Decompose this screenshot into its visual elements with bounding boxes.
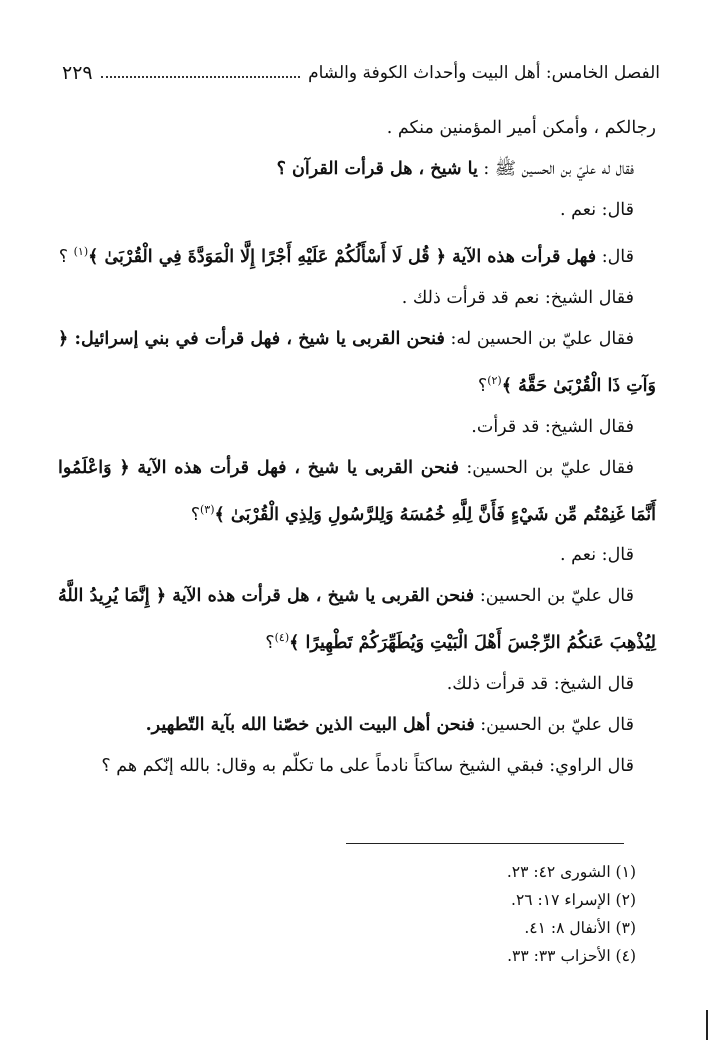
running-title: الفصل الخامس: أهل البيت وأحداث الكوفة والشام	[308, 63, 660, 83]
punctuation: ؟	[477, 375, 488, 396]
footnote-ref-3: (٣)	[200, 502, 215, 516]
speaker: فقال عليّ بن الحسين له:	[444, 328, 634, 349]
footnote-2: (٢) الإسراء ١٧: ٢٦.	[511, 891, 636, 909]
paragraph-4	[58, 231, 656, 278]
footnote-1: (١) الشورى ٤٢: ٢٣.	[506, 863, 636, 881]
punctuation: ؟	[190, 504, 200, 525]
footnote-ref-4: (٤)	[274, 631, 290, 645]
paragraph-3: قال: نعم .	[560, 200, 634, 220]
footnote-ref-2: (٢)	[487, 373, 502, 387]
speech: فهل قرأت هذه الآية ﴿ قُل لَا أَسْأَلُكُمْ عَلَيْهِ أَجْرًا إِلَّا الْمَوَدَّةَ فِي الْقُرْبَىٰ ﴾	[88, 246, 597, 267]
paragraph-12	[58, 705, 656, 746]
paragraph-9: قال: نعم .	[560, 545, 634, 566]
speaker: قال عليّ بن الحسين:	[474, 715, 634, 736]
paragraph-11: قال الشيخ: قد قرأت ذلك.	[446, 674, 634, 695]
footnote-4: (٤) الأحزاب ٣٣: ٣٣.	[507, 947, 636, 965]
footnote-ref-1: (١)	[73, 245, 89, 258]
speaker: فقال عليّ بن الحسين:	[459, 457, 634, 478]
paragraph-10	[58, 576, 656, 664]
speech: فنحن القربى يا شيخ ، هل قرأت هذه الآية ﴿ إِنَّمَا يُرِيدُ اللَّهُ لِيُذْهِبَ عَنكُمُ الرِّجْسَ أَهْلَ الْبَيْتِ وَيُطَهِّرَكُمْ تَطْهِيرًا ﴾	[58, 586, 656, 654]
paragraph-1: رجالكم ، وأمكن أمير المؤمنين منكم .	[386, 118, 656, 138]
paragraph-13: قال الراوي: فبقي الشيخ ساكتاً نادماً على ما تكلّم به وقال: بالله إنّكم هم ؟	[101, 756, 634, 777]
paragraph-2	[58, 149, 656, 190]
page-body	[58, 108, 656, 787]
speech: فنحن أهل البيت الذين خصّنا الله بآية التّطهير.	[145, 715, 475, 736]
speaker: قال:	[596, 246, 634, 267]
paragraph-7: فقال الشيخ: قد قرأت.	[471, 416, 634, 437]
punctuation: ؟	[265, 633, 275, 654]
paragraph-6	[58, 319, 656, 407]
speech: فنحن القربى يا شيخ ، فهل قرأت هذه الآية ﴿ وَاعْلَمُوا أَنَّمَا غَنِمْتُم مِّن شَيْءٍ فَأَنَّ لِلَّهِ خُمُسَهُ وَلِلرَّسُولِ وَلِذِي الْقُرْبَىٰ ﴾	[58, 457, 656, 525]
speech: فنحن القربى يا شيخ ، فهل قرأت في بني إسرائيل: ﴿ وَآتِ ذَا الْقُرْبَىٰ حَقَّهُ ﴾	[58, 328, 656, 396]
paragraph-5: فقال الشيخ: نعم قد قرأت ذلك .	[401, 287, 634, 308]
margin-mark	[706, 1010, 708, 1040]
leader-dots	[101, 76, 300, 78]
punctuation: ؟	[58, 246, 74, 267]
speaker: قال عليّ بن الحسين:	[474, 586, 634, 607]
page-header	[62, 58, 660, 88]
speaker: فقال له عليّ بن الحسين ﷺ :	[477, 159, 634, 179]
footnotes	[507, 858, 636, 970]
footnote-divider	[346, 843, 624, 844]
page-number: ٢٢٩	[62, 62, 93, 84]
paragraph-8	[58, 448, 656, 536]
speech: يا شيخ ، هل قرأت القرآن ؟	[276, 159, 478, 179]
footnote-3: (٣) الأنفال ٨: ٤١.	[524, 919, 636, 937]
